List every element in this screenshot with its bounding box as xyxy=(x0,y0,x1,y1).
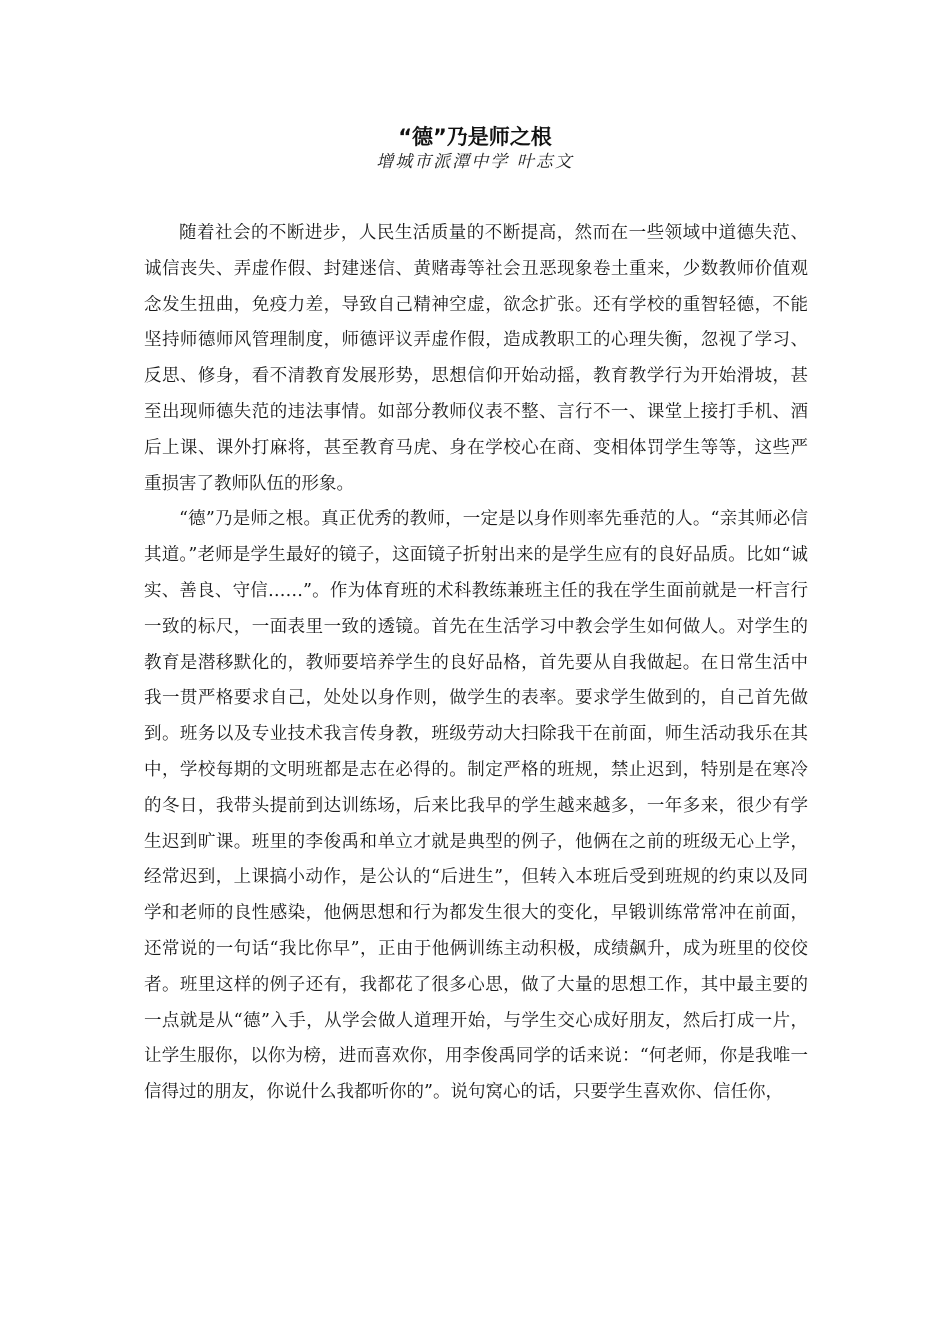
article-body xyxy=(144,216,808,1111)
page-title: “德”乃是师之根 xyxy=(398,125,552,149)
paragraph-2: “德”乃是师之根。真正优秀的教师，一定是以身作则率先垂范的人。“亲其师必信其道。”老师是学生最好的镜子，这面镜子折射出来的是学生应有的良好品质。比如“诚实、善良、守信……”。作为体育班的术科教练兼班主任的我在学生面前就是一杆言行一致的标尺，一面表里一致的透镜。首先在生活学习中教会学生如何做人。对学生的教育是潜移默化的，教师要培养学生的良好品格，首先要从自我做起。在日常生活中我一贯严格要求自己，处处以身作则，做学生的表率。要求学生做到的，自己首先做到。班务以及专业技术我言传身教，班级劳动大扫除我干在前面，师生活动我乐在其中，学校每期的文明班都是志在必得的。制定严格的班规，禁止迟到，特别是在寒冷的冬日，我带头提前到达训练场，后来比我早的学生越来越多，一年多来，很少有学生迟到旷课。班里的李俊禹和单立才就是典型的例子，他俩在之前的班级无心上学，经常迟到，上课搞小动作，是公认的“后进生”，但转入本班后受到班规的约束以及同学和老师的良性感染，他俩思想和行为都发生很大的变化，早锻训练常常冲在前面，还常说的一句话“我比你早”，正由于他俩训练主动积极，成绩飙升，成为班里的佼佼者。班里这样的例子还有，我都花了很多心思，做了大量的思想工作，其中最主要的一点就是从“德”入手，从学会做人道理开始，与学生交心成好朋友，然后打成一片，让学生服你，以你为榜，进而喜欢你，用李俊禹同学的话来说：“何老师，你是我唯一信得过的朋友，你说什么我都听你的”。说句窝心的话，只要学生喜欢你、信任你， xyxy=(144,509,808,1103)
author-line: 增城市派潭中学 叶志文 xyxy=(376,152,574,172)
paragraph-1: 随着社会的不断进步，人民生活质量的不断提高，然而在一些领域中道德失范、诚信丧失、弄虚作假、封建迷信、黄赌毒等社会丑恶现象卷土重来，少数教师价值观念发生扭曲，免疫力差，导致自己精神空虚，欲念扩张。还有学校的重智轻德，不能坚持师德师风管理制度，师德评议弄虚作假，造成教职工的心理失衡，忽视了学习、反思、修身，看不清教育发展形势，思想信仰开始动摇，教育教学行为开始滑坡，甚至出现师德失范的违法事情。如部分教师仪表不整、言行不一、课堂上接打手机、酒后上课、课外打麻将，甚至教育马虎、身在学校心在商、变相体罚学生等等，这些严重损害了教师队伍的形象。 xyxy=(144,223,808,494)
